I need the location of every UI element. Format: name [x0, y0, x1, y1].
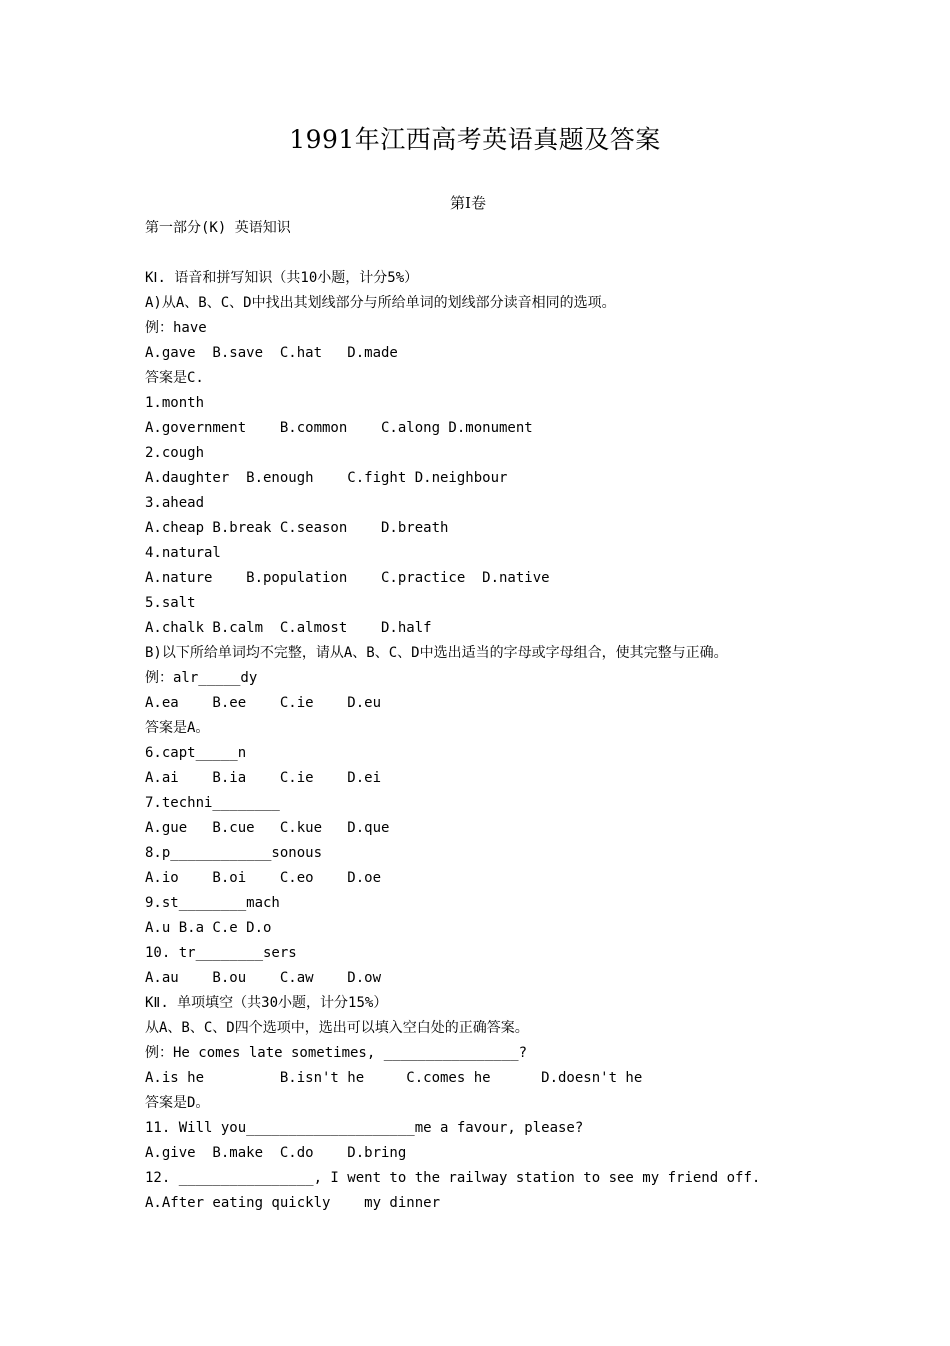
- question-line: 5.salt: [145, 595, 196, 611]
- options-line: A.cheap B.break C.season D.breath: [145, 520, 449, 536]
- question-line: 3.ahead: [145, 495, 205, 511]
- example-answer: 答案是D。: [145, 1095, 210, 1111]
- options-line: A.chalk B.calm C.almost D.half: [145, 620, 432, 636]
- question-line: 9.st________mach: [145, 895, 280, 911]
- volume-heading: 第Ⅰ卷: [450, 194, 486, 212]
- instruction: 从A、B、C、D四个选项中，选出可以填入空白处的正确答案。: [145, 1020, 529, 1036]
- options-line: A.au B.ou C.aw D.ow: [145, 970, 382, 986]
- example-options: A.gave B.save C.hat D.made: [145, 345, 398, 361]
- example-line: 例：have: [145, 320, 207, 336]
- question-line: 7.techni________: [145, 795, 280, 811]
- options-line: A.give B.make C.do D.bring: [145, 1145, 407, 1161]
- part-heading: KⅠ. 语音和拼写知识（共10小题，计分5%）: [145, 270, 419, 286]
- part-heading: KⅡ. 单项填空（共30小题，计分15%）: [145, 995, 388, 1011]
- question-line: 10. tr________sers: [145, 945, 297, 961]
- question-line: 4.natural: [145, 545, 221, 561]
- question-line: 6.capt_____n: [145, 745, 247, 761]
- options-line: A.io B.oi C.eo D.oe: [145, 870, 382, 886]
- document-body: [145, 216, 925, 1216]
- options-line: A.government B.common C.along D.monument: [145, 420, 533, 436]
- options-line: A.ai B.ia C.ie D.ei: [145, 770, 382, 786]
- options-line: A.u B.a C.e D.o: [145, 920, 272, 936]
- question-line: 1.month: [145, 395, 205, 411]
- section-heading: 第一部分(K) 英语知识: [145, 220, 291, 236]
- example-options: A.is he B.isn't he C.comes he D.doesn't he: [145, 1070, 643, 1086]
- example-answer: 答案是C.: [145, 370, 204, 386]
- document-title: 1991年江西高考英语真题及答案: [289, 125, 661, 154]
- question-line: 11. Will you____________________me a favour, please?: [145, 1120, 584, 1136]
- example-line: 例：alr_____dy: [145, 670, 258, 686]
- options-line: A.gue B.cue C.kue D.que: [145, 820, 390, 836]
- example-line: 例：He comes late sometimes, ________________?: [145, 1045, 528, 1061]
- example-options: A.ea B.ee C.ie D.eu: [145, 695, 382, 711]
- options-line: A.nature B.population C.practice D.native: [145, 570, 550, 586]
- options-line: A.daughter B.enough C.fight D.neighbour: [145, 470, 508, 486]
- instruction: B)以下所给单词均不完整，请从A、B、C、D中选出适当的字母或字母组合，使其完整与正确。: [145, 645, 728, 661]
- example-answer: 答案是A。: [145, 720, 210, 736]
- question-line: 8.p____________sonous: [145, 845, 323, 861]
- question-line: 2.cough: [145, 445, 205, 461]
- blank-line: [145, 241, 925, 266]
- options-line: A.After eating quickly my dinner: [145, 1195, 441, 1211]
- instruction: A)从A、B、C、D中找出其划线部分与所给单词的划线部分读音相同的选项。: [145, 295, 616, 311]
- question-line: 12. ________________, I went to the railway station to see my friend off.: [145, 1170, 761, 1186]
